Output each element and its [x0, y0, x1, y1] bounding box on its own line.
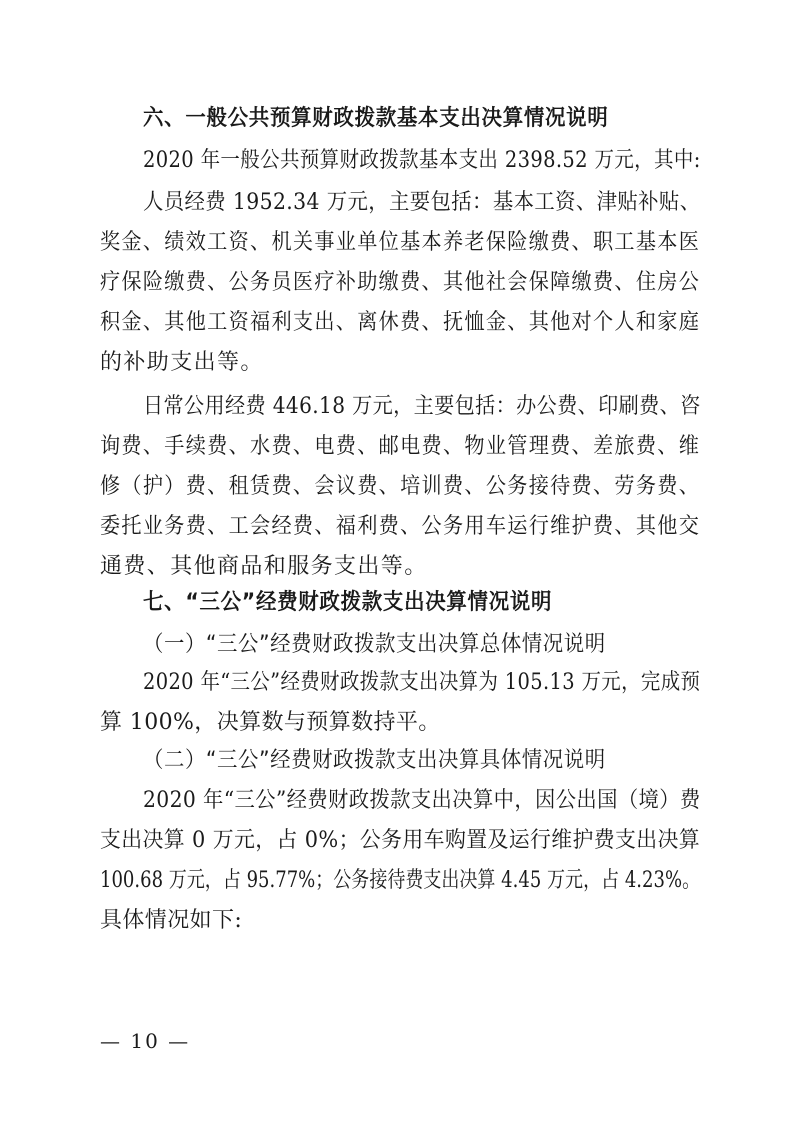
- paragraph-line: 疗保险缴费、公务员医疗补助缴费、其他社会保障缴费、住房公: [100, 270, 701, 295]
- paragraph-line: 日常公用经费 446.18 万元，主要包括：办公费、印刷费、咨: [143, 394, 701, 419]
- paragraph-line: 询费、手续费、水费、电费、邮电费、物业管理费、差旅费、维: [100, 434, 701, 459]
- paragraph-line: 积金、其他工资福利支出、离休费、抚恤金、其他对个人和家庭: [100, 310, 701, 335]
- paragraph-line: 2020 年一般公共预算财政拨款基本支出 2398.52 万元，其中:: [143, 148, 701, 173]
- paragraph-line: 人员经费 1952.34 万元，主要包括：基本工资、津贴补贴、: [143, 190, 701, 215]
- paragraph-line: 2020 年“三公”经费财政拨款支出决算为 105.13 万元，完成预: [143, 670, 701, 695]
- subsection-heading-1: （一）“三公”经费财政拨款支出决算总体情况说明: [143, 632, 606, 657]
- section-heading-7: 七、“三公”经费财政拨款支出决算情况说明: [143, 590, 553, 615]
- paragraph-line: 奖金、绩效工资、机关事业单位基本养老保险缴费、职工基本医: [100, 230, 701, 255]
- paragraph-line: 100.68 万元，占 95.77%；公务接待费支出决算 4.45 万元，占 4.23%。: [100, 868, 701, 893]
- paragraph-line: 通费、其他商品和服务支出等。: [100, 554, 428, 579]
- paragraph-line: 委托业务费、工会经费、福利费、公务用车运行维护费、其他交: [100, 514, 701, 539]
- paragraph-line: 具体情况如下:: [100, 908, 243, 933]
- paragraph-line: 支出决算 0 万元，占 0%；公务用车购置及运行维护费支出决算: [100, 828, 701, 853]
- subsection-heading-2: （二）“三公”经费财政拨款支出决算具体情况说明: [143, 748, 606, 773]
- page-number: — 10 —: [100, 1029, 191, 1053]
- section-heading-6: 六、一般公共预算财政拨款基本支出决算情况说明: [143, 106, 609, 131]
- paragraph-line: 2020 年“三公”经费财政拨款支出决算中，因公出国（境）费: [143, 788, 701, 813]
- paragraph-line: 的补助支出等。: [100, 350, 264, 375]
- paragraph-line: 修（护）费、租赁费、会议费、培训费、公务接待费、劳务费、: [100, 474, 701, 499]
- paragraph-line: 算 100%，决算数与预算数持平。: [100, 710, 441, 735]
